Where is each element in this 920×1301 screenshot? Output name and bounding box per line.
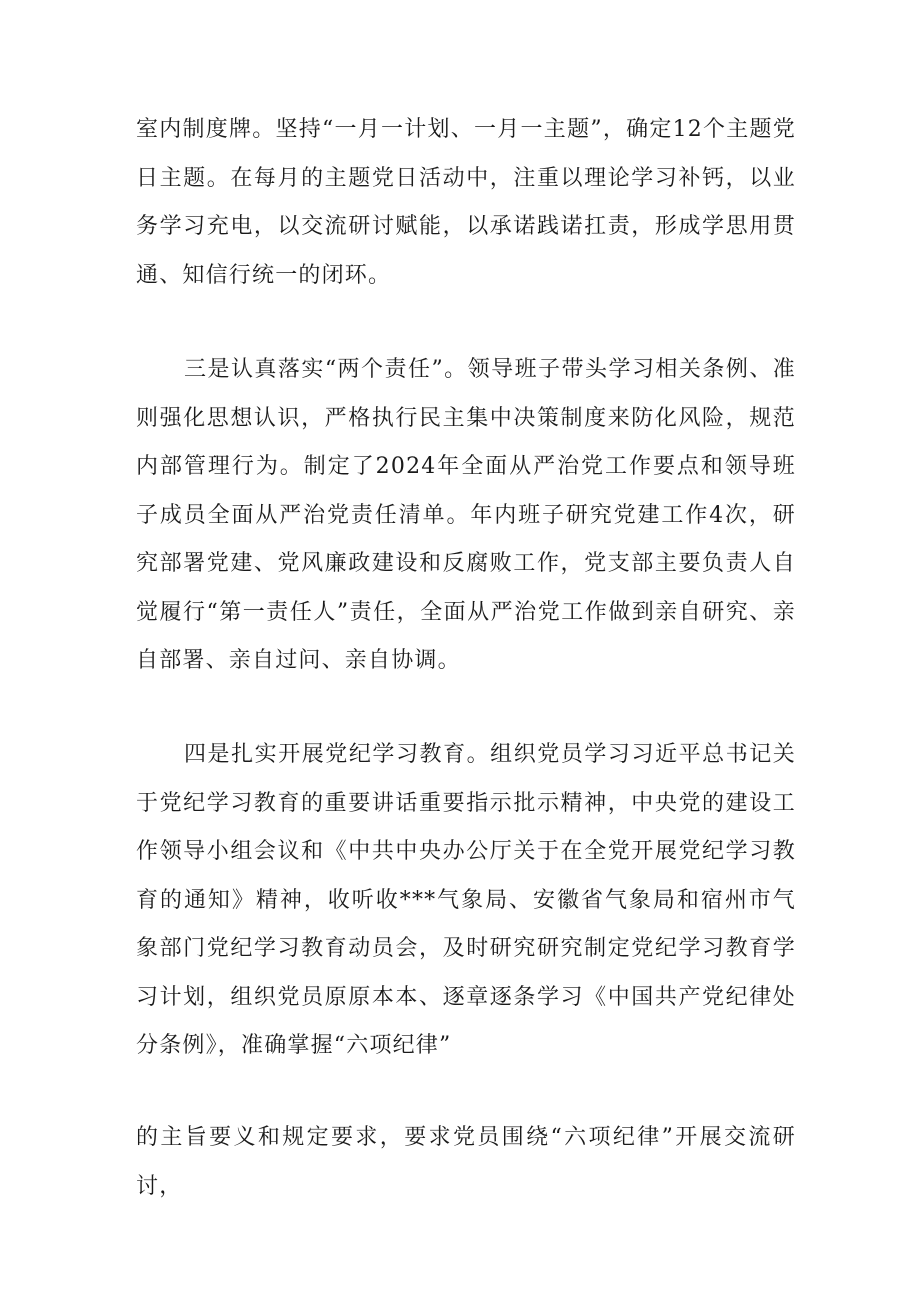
paragraph-discipline-education: 四是扎实开展党纪学习教育。组织党员学习习近平总书记关于党纪学习教育的重要讲话重要指示批示精神，中央党的建设工作领导小组会议和《中共中央办公厅关于在全党开展党纪学习教育的通知》精神，收听收***气象局、安徽省气象局和宿州市气象部门党纪学习教育动员会，及时研究研究制定党纪学习教育学习计划，组织党员原原本本、逐章逐条学习《中国共产党纪律处分条例》，准确掌握“六项纪律” (136, 742, 796, 1058)
paragraph-two-responsibilities: 三是认真落实“两个责任”。领导班子带头学习相关条例、准则强化思想认识，严格执行民主集中决策制度来防化风险，规范内部管理行为。制定了2024年全面从严治党工作要点和领导班子成员全面从严治党责任清单。年内班子研究党建工作4次，研究部署党建、党风廉政建设和反腐败工作，党支部主要负责人自觉履行“第一责任人”责任，全面从严治党工作做到亲自研究、亲自部署、亲自过问、亲自协调。 (136, 357, 796, 673)
paragraph-fragment: 的主旨要义和规定要求，要求党员围绕“六项纪律”开展交流研讨， (136, 1125, 796, 1199)
paragraph-continuation: 室内制度牌。坚持“一月一计划、一月一主题”，确定12个主题党日主题。在每月的主题党日活动中，注重以理论学习补钙，以业务学习充电，以交流研讨赋能，以承诺践诺扛责，形成学思用贯通、知信行统一的闭环。 (136, 117, 796, 288)
